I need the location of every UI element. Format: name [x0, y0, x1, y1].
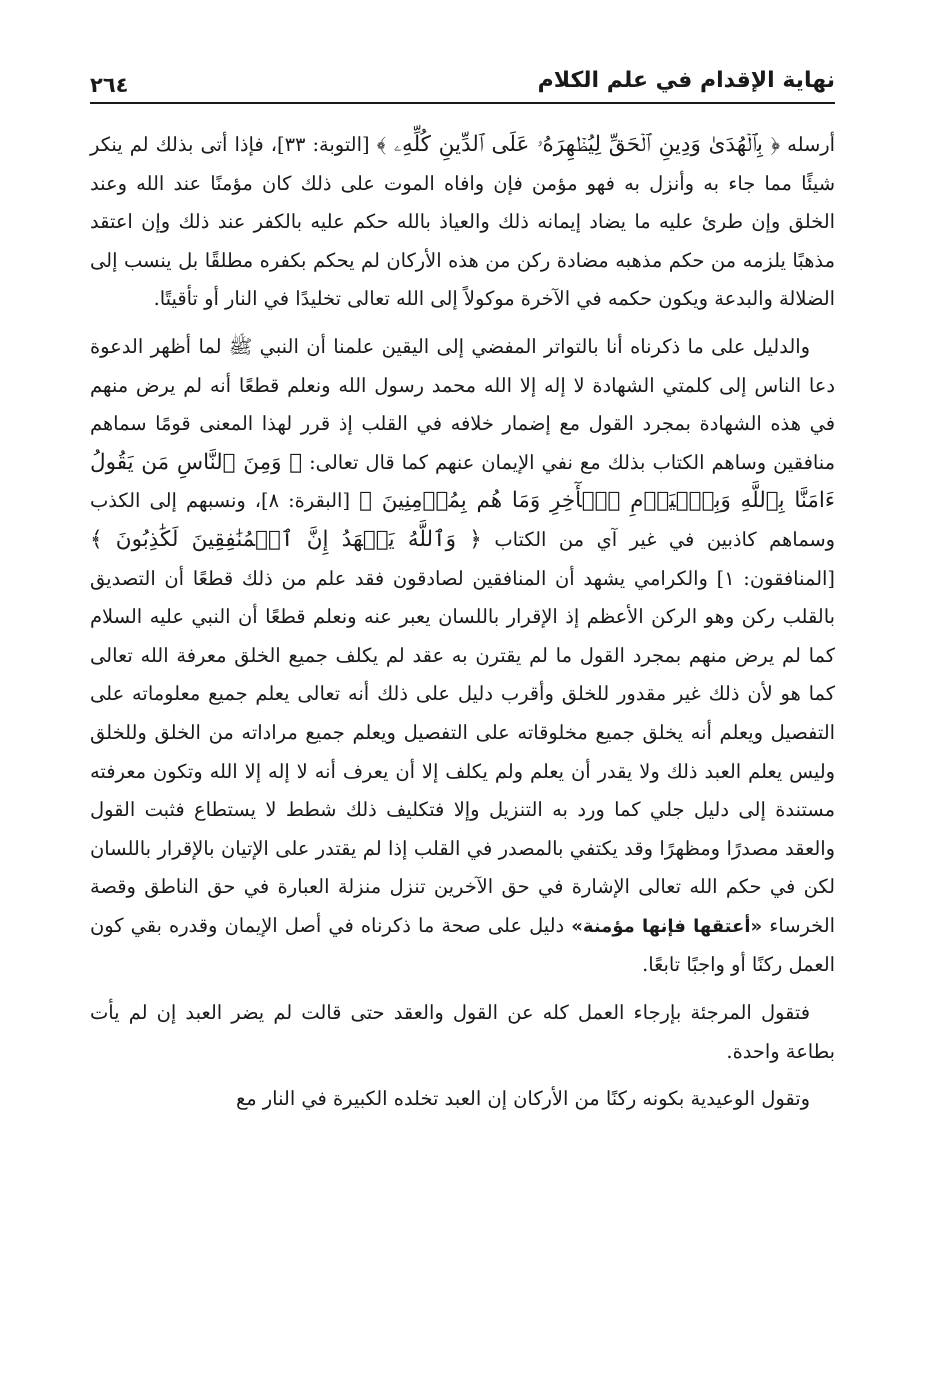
page-number: ٢٦٤ — [90, 73, 129, 97]
book-title: نهاية الإقدام في علم الكلام — [537, 68, 835, 93]
text-segment: [المنافقون: ١] والكرامي يشهد أن المنافقين لصادقون فقد علم من ذلك قطعًا أن التصديق بالقلب ركن وهو الركن الأعظم إذ الإقرار باللسان يعبر عنه ونعلم قطعًا أن النبي عليه السلام كما لم يرض منهم بمجرد القول ما لم يقترن به عقد لم يكلف جميع الخلق معرفة الله تعالى كما هو لأن ذلك غير مقدور للخلق وأقرب دليل على ذلك أنه تعالى يعلم جميع معلوماته على التفصيل ويعلم أنه يخلق جميع مخلوقاته على التفصيل ويعلم جميع مراداته من الخلق وللخلق وليس يعلم العبد ذلك ولا يقدر أن يعلم ولم يكلف إلا أن يعرف أنه لا إله إلا الله وتكون معرفته مستندة إلى دليل جلي كما ورد به التنزيل وإلا فتكليف ذلك شطط لا يستطاع فثبت القول والعقد مصدرًا ومظهرًا وقد يكتفي بالمصدر في القلب إذا لم يقتدر على الإتيان بالإقرار باللسان لكن في حكم الله تعالى الإشارة في حق الآخرين تنزل منزلة العبارة في حق الناطق وقصة الخرساء — [90, 566, 835, 937]
text-segment: [البقرة: ٨]، ونسبهم إلى الكذب وسماهم كاذبين في غير آي من الكتاب — [90, 489, 836, 551]
quran-verse-baqarah: ﴿ وَمِنَ ٱلنَّاسِ مَن يَقُولُ ءَامَنَّا بِٱللَّهِ وَبِٱلۡيَوۡمِ ٱلۡأٓخِرِ وَمَا هُم بِمُؤۡمِنِينَ ﴾ — [90, 449, 835, 514]
hadith-quote: «أعتقها فإنها مؤمنة» — [571, 915, 763, 937]
paragraph-1 — [90, 126, 835, 319]
quran-verse-munafiqun: ﴿ وَٱللَّهُ يَشۡهَدُ إِنَّ ٱلۡمُنَٰفِقِينَ لَكَٰذِبُونَ ﴾ — [90, 526, 482, 552]
text-segment: دليل على صحة ما ذكرناه في أصل الإيمان وقدره بقي كون العمل ركنًا أو واجبًا تابعًا. — [90, 913, 835, 977]
paragraph-4 — [90, 1080, 835, 1119]
paragraph-3 — [90, 994, 835, 1071]
quran-verse-tawbah: ﴿ بِٱلۡهُدَىٰ وَدِينِ ٱلۡحَقِّ لِيُظۡهِرَهُۥ عَلَى ٱلدِّينِ كُلِّهِۦ ﴾ — [376, 132, 781, 157]
text-segment: وتقول الوعيدية بكونه ركنًا من الأركان إن العبد تخلده الكبيرة في النار مع — [235, 1087, 810, 1111]
text-segment: [التوبة: ٣٣]، فإذا أتى بذلك لم ينكر شيئًا مما جاء به وأنزل به فهو مؤمن فإن وافاه الموت على ذلك كان مؤمنًا عند الله وعند الخلق وإن طرئ عليه ما يضاد إيمانه ذلك والعياذ بالله حكم عليه بالكفر عند ذلك وإن اعتقد مذهبًا يلزمه من حكم مذهبه مضادة ركن من هذه الأركان لم يحكم بكفره مطلقًا بل ينسب إلى الضلالة والبدعة ويكون حكمه في الآخرة موكولاً إلى الله تعالى تخليدًا في النار أو تأقيتًا. — [90, 133, 835, 311]
text-segment: والدليل على ما ذكرناه أنا بالتواتر المفضي إلى اليقين علمنا أن النبي ﷺ لما أظهر الدعوة دعا الناس إلى كلمتي الشهادة لا إله إلا الله محمد رسول الله ونعلم قطعًا أنه لم يرض منهم في هذه الشهادة بمجرد القول مع إضمار خلافه في القلب إذ قرر لهذا المعنى قومًا سماهم منافقين وساهم الكتاب بذلك مع نفي الإيمان عنهم كما قال تعالى: — [90, 334, 835, 474]
body-text — [90, 126, 835, 1119]
paragraph-2 — [90, 328, 835, 985]
text-segment: فتقول المرجئة بإرجاء العمل كله عن القول والعقد حتى قالت لم يضر العبد إن لم يأت بطاعة واحدة. — [90, 1001, 835, 1063]
text-segment: أرسله — [780, 133, 835, 156]
book-page — [90, 62, 835, 1128]
running-header — [90, 62, 835, 104]
